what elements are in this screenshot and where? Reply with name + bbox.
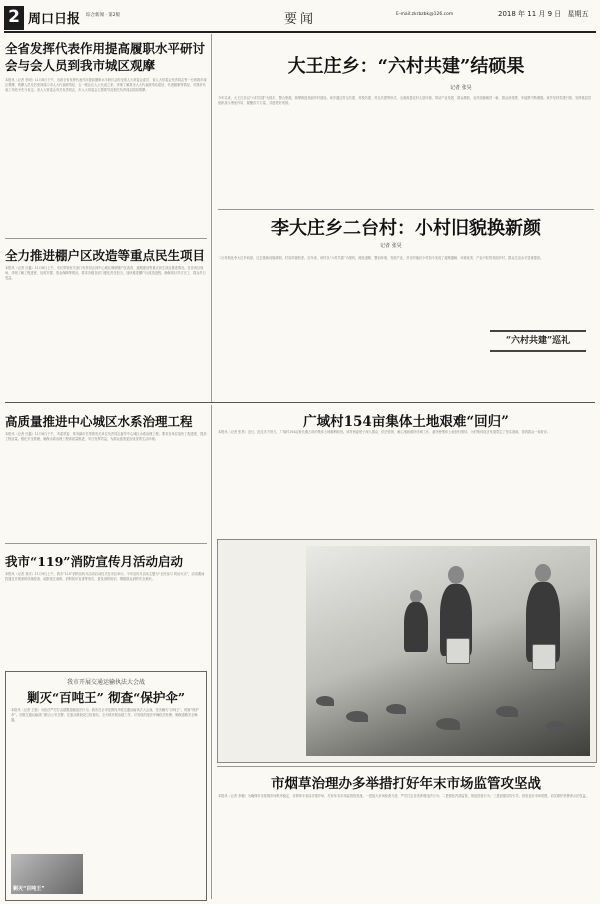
headline-a6: 大王庄乡：“六村共建”结硕果 bbox=[287, 56, 525, 77]
body-a8: 本报讯（记者 张昊）近日，经过多方努力，广域村154亩被长期占用的集体土地顺利收回。该村两委班子深入群众、依法依规、耐心细致做好协调工作，最终使集体土地回归集体，为村集体经济发展奠定了坚实基础，得到群众一致好评。 bbox=[218, 430, 551, 434]
byline-a6: 记者 张昊 bbox=[450, 85, 472, 91]
plant-leaf bbox=[546, 721, 566, 731]
body-a4: 本报讯（记者 刘彦）11月9日上午，我市“119”消防宣传月活动启动仪式在市区举行。今年宣传月活动主题为“全民参与 防治火灾”，活动期间将通过开展消防设施检查、疏散逃生演练、消防知识宣讲等形式，普及消防知识，增强群众消防安全意识。 bbox=[5, 572, 205, 581]
page-number: 2 bbox=[4, 6, 24, 30]
headline-a5: 剿灭“百吨王” 彻查“保护伞” bbox=[26, 690, 186, 705]
body-a2: 本报讯（记者 吕鑫）11月8日上午，市长带领有关部门负责同志到中心城区调研棚户区改造、道路建设等重点民生项目推进情况。在各项目现场，详细了解工程进度、征收安置、资金保障等情况，要求各级各部门强化责任担当，加快推进棚户区改造进程，确保项目早日完工、群众早日受益。 bbox=[5, 266, 206, 280]
weekday: 星期五 bbox=[567, 10, 589, 18]
section-title: 要闻 bbox=[283, 12, 316, 27]
headline-a7: 李大庄乡二台村：小村旧貌换新颜 bbox=[271, 218, 541, 239]
tag-six-villages: “六村共建”巡礼 bbox=[490, 330, 586, 352]
plant-leaf bbox=[436, 718, 460, 730]
plant-leaf bbox=[386, 704, 406, 714]
bucket bbox=[446, 638, 470, 664]
column-divider-lower bbox=[211, 405, 212, 899]
issue-date: 2018 年 11 月 9 日 bbox=[498, 10, 562, 18]
divider-a3 bbox=[5, 543, 207, 544]
kicker-a5: 我市开展交通运输执法大会战 bbox=[66, 679, 145, 686]
headline-a8: 广域村154亩集体土地艰难“回归” bbox=[303, 414, 509, 430]
email: E-mail:zkrbzbk@126.com bbox=[396, 12, 454, 17]
worker-head bbox=[448, 566, 464, 584]
photo-caption bbox=[226, 580, 300, 750]
truck-image bbox=[11, 854, 83, 894]
headline-a4: 我市“119”消防宣传月活动启动 bbox=[5, 554, 183, 569]
divider-a1 bbox=[5, 238, 207, 239]
bucket bbox=[532, 644, 556, 670]
headline-a3: 高质量推进中心城区水系治理工程 bbox=[5, 414, 193, 429]
body-a9: 本报讯（记者 李鹏）为确保年末卷烟市场秩序稳定，市烟草专卖局多措并举，打好年末市场监管攻坚战。一是加大市场检查力度，严厉打击各类涉烟违法行为；二是强化内部监管，规范经营行为；三是加强宣传引导，营造良好市场氛围，切实维护消费者合法权益。 bbox=[218, 794, 589, 798]
header-rule bbox=[4, 31, 596, 33]
worker-figure bbox=[404, 602, 428, 652]
headline-a2: 全力推进棚户区改造等重点民生项目 bbox=[5, 248, 206, 263]
issue-date-group bbox=[498, 9, 589, 19]
body-a1: 本报讯（记者 李明）11月8日下午，出席全省发挥代表作用提高履职水平研讨会的全国人大常委会委员、省人大常委会负责同志等一行到我市城区观摩。观摩人员先后来到周口市人大代表联络站、五一路社区人大代表之家，详细了解我市人大代表联络站建设、代表履职等情况，对我市代表工作给予充分肯定。省人大常委会有关负责同志，市人大常委会主要领导及相关负责同志陪同观摩。 bbox=[5, 78, 207, 92]
photo-feature bbox=[217, 539, 597, 763]
headline-a9: 市烟草治理办多举措打好年末市场监管攻坚战 bbox=[271, 776, 541, 792]
divider-a2 bbox=[5, 402, 595, 403]
edition-info: 综合新闻 · 第2版 bbox=[86, 13, 121, 18]
paper-name: 周口日报 bbox=[28, 12, 81, 27]
divider-a6 bbox=[218, 209, 594, 210]
plant-leaf bbox=[346, 711, 368, 722]
plant-leaf bbox=[316, 696, 334, 706]
body-a7: 二台村地处李大庄乡西部，过去基础设施薄弱，村容村貌较差。近年来，该村以“六村共建”为契机，硬化道路、整治环境、发展产业，昔日的落后小村如今变成了道路通畅、环境优美、产业兴旺的美丽乡村，群众生活水平显著提高。 bbox=[218, 256, 544, 260]
headline-a1: 全省发挥代表作用提高履职水平研讨会与会人员到我市城区观摩 bbox=[5, 41, 206, 73]
divider-a9 bbox=[217, 766, 595, 767]
farm-photo bbox=[306, 546, 590, 756]
column-divider bbox=[211, 34, 212, 402]
worker-head bbox=[535, 564, 551, 582]
boxed-article-a5 bbox=[5, 671, 207, 901]
body-a3: 本报讯（记者 吕鑫）11月8日下午，市委常委、常务副市长带领有关单位负责同志督导中心城区水系治理工程。要求各单位加快工程进度，提高工程质量，强化安全管理，确保水系治理工程高质量推进，早日发挥效益，为群众创造更加优美的生活环境。 bbox=[5, 432, 207, 441]
body-a6: 今年以来，大王庄乡以“六村共建”为抓手，整合资源，统筹推进美丽乡村建设。该乡通过村企共建、村校共建、村社共建等形式，全面改善农村人居环境，带动产业发展、群众增收，农村面貌焕然一新，群众获得感、幸福感不断增强。该乡坚持党建引领，发挥基层党组织战斗堡垒作用，凝聚各方力量，共建美好家园。 bbox=[218, 96, 592, 105]
truck-image-label: 剿灭“百吨王” bbox=[13, 886, 45, 892]
plant-leaf bbox=[496, 706, 518, 717]
byline-a7: 记者 张昊 bbox=[380, 243, 402, 249]
body-a5: 本报讯（记者 王胜）为依法严厉打击超限超载违法行为，我市在全市范围内开展交通运输执法大会战，坚决剿灭“百吨王”，彻查“保护伞”。各级交通运输部门联合公安交警，在重点路段设立检查站，全天候开展治超工作，对发现的违法车辆依法处理，确保道路安全畅通。 bbox=[11, 708, 199, 722]
